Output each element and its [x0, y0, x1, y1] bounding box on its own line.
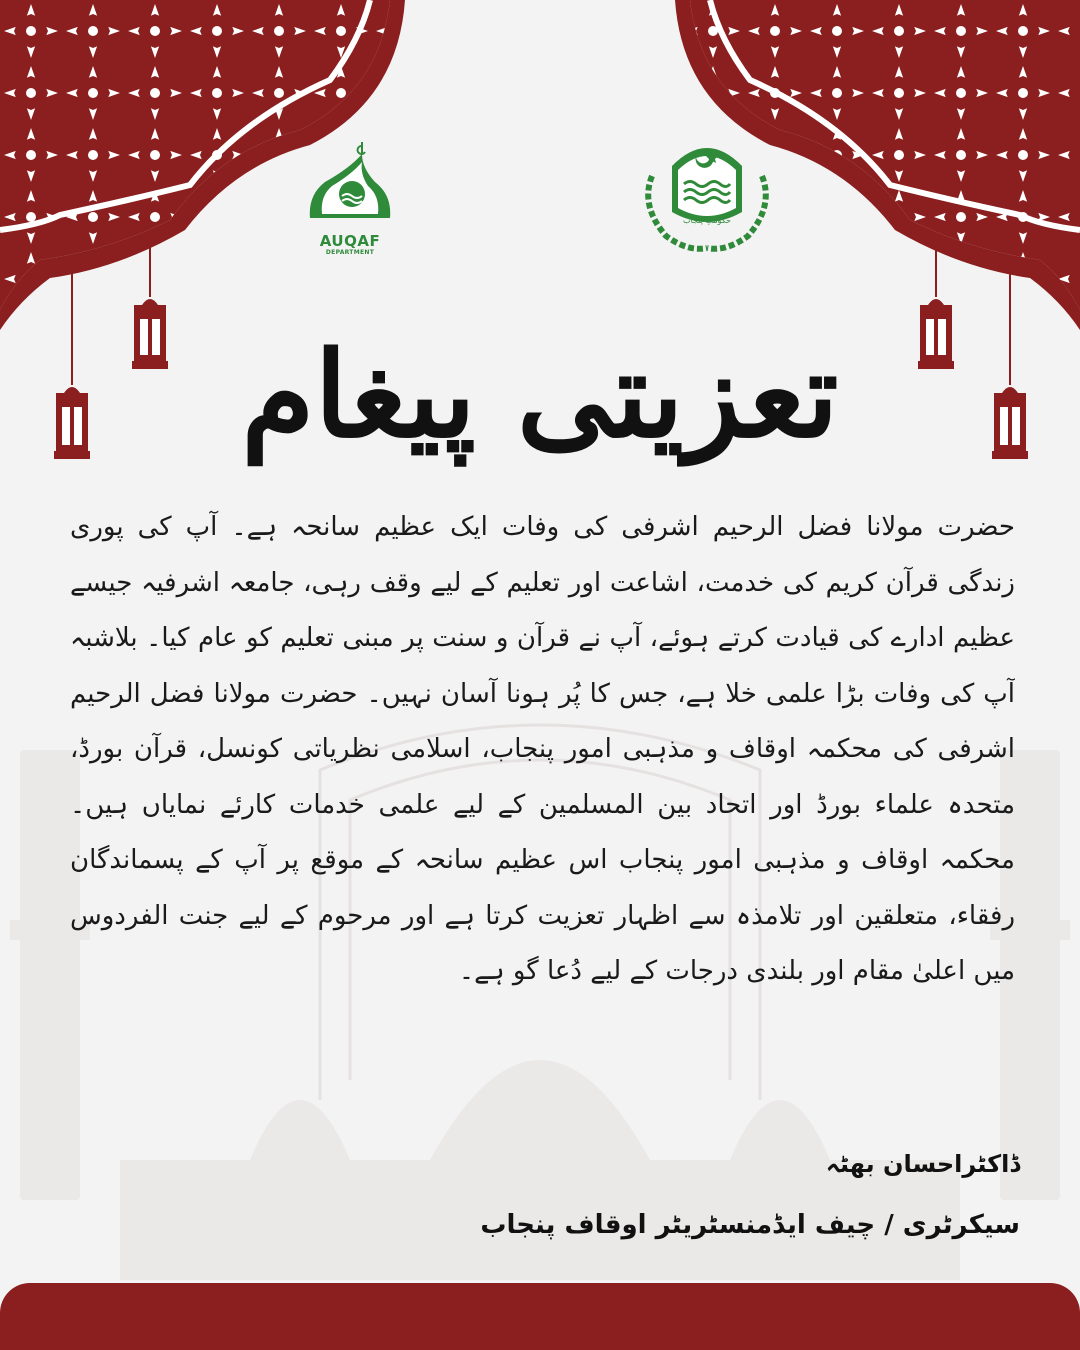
- lantern-icon: [980, 265, 1040, 465]
- lantern-icon: [120, 235, 180, 375]
- punjab-emblem-icon: [636, 136, 778, 254]
- punjab-emblem-caption: حکومتِ پنجاب: [683, 216, 731, 225]
- auqaf-logo-icon: [300, 140, 400, 260]
- lantern-icon: [42, 265, 102, 465]
- footer-bar: [0, 1283, 1080, 1350]
- auqaf-logo-text: AUQAF: [319, 232, 381, 250]
- auqaf-logo-subtext: DEPARTMENT: [325, 249, 375, 256]
- signatory-designation: سیکرٹری / چیف ایڈمنسٹریٹر اوقاف پنجاب: [480, 1210, 1020, 1240]
- condolence-message: حضرت مولانا فضل الرحیم اشرفی کی وفات ایک عظیم سانحہ ہے۔ آپ کی پوری زندگی قرآن کریم کی خدمت، اشاعت اور تعلیم کے لیے وقف رہی، جامعہ اشرفیہ جیسے عظیم ادارے کی قیادت کرتے ہوئے، آپ نے قرآن و سنت پر مبنی تعلیم کو عام کیا۔ بلاشبہ آپ کی وفات بڑا علمی خلا ہے، جس کا پُر ہونا آسان نہیں۔ حضرت مولانا فضل الرحیم اشرفی کی محکمہ اوقاف و مذہبی امور پنجاب، اسلامی نظریاتی کونسل، قرآن بورڈ، متحدہ علماء بورڈ اور اتحاد بین المسلمین کے لیے علمی خدمات کارئے نمایاں ہیں۔ محکمہ اوقاف و مذہبی امور پنجاب اس عظیم سانحہ کے موقع پر آپ کے پسماندگان رفقاء، متعلقین اور تلامذہ سے اظہار تعزیت کرتا ہے اور مرحوم کے لیے جنت الفردوس میں اعلیٰ مقام اور بلندی درجات کے لیے دُعا گو ہے۔: [70, 512, 1015, 986]
- poster-title: تعزیتی پیغام: [241, 325, 839, 464]
- signatory-name: ڈاکٹراحسان بھٹہ: [825, 1150, 1020, 1178]
- lantern-icon: [906, 235, 966, 375]
